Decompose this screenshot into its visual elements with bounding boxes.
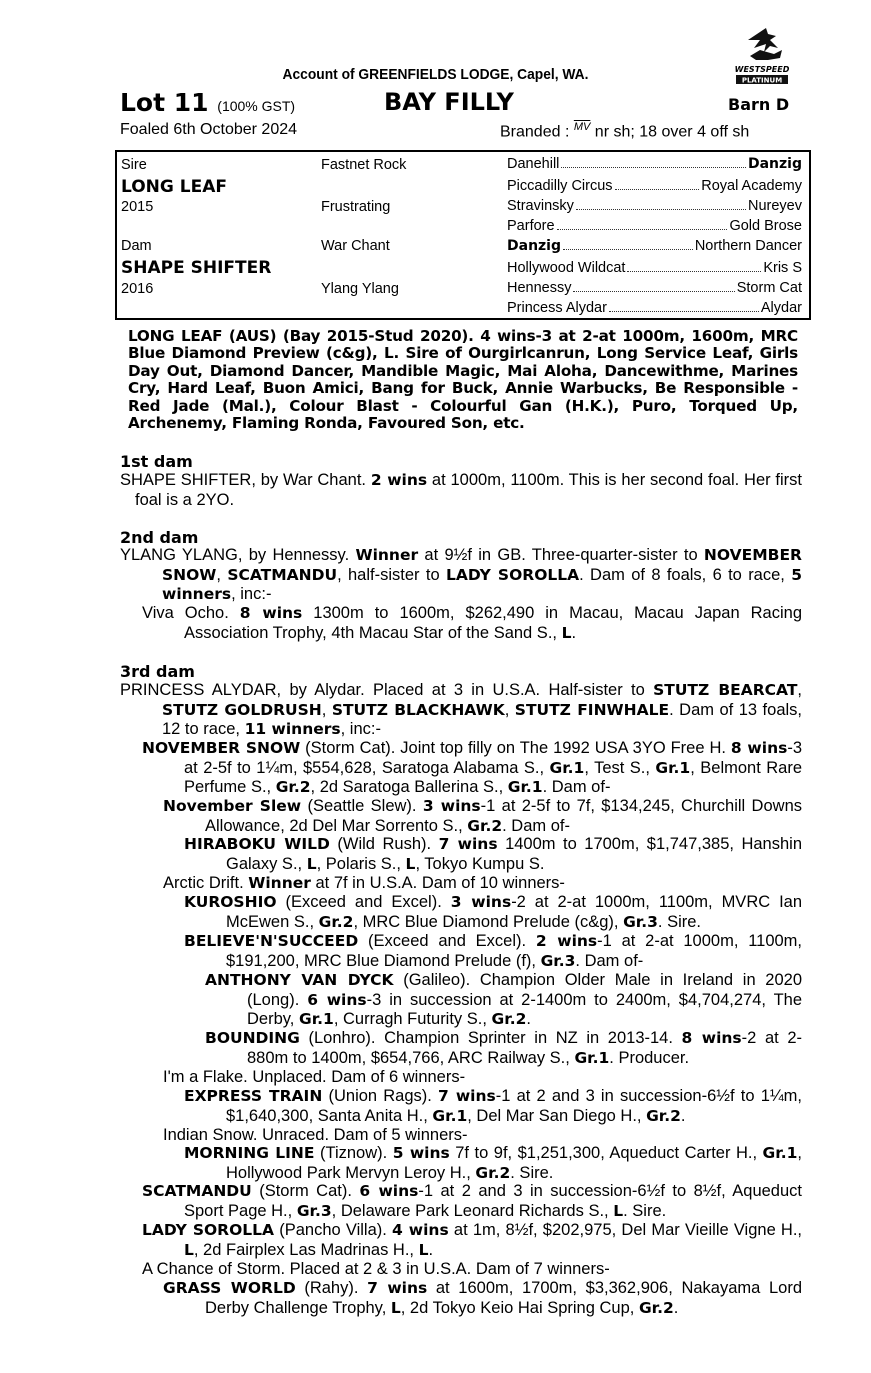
foaled-date: Foaled 6th October 2024 <box>120 121 298 138</box>
bold-run: Gr.1 <box>298 1010 334 1029</box>
grandparent-name: Stravinsky <box>507 198 574 214</box>
dam-label: Dam <box>121 238 152 254</box>
bold-run: Gr.2 <box>275 778 311 797</box>
great-grandsire-name: Nureyev <box>748 198 802 214</box>
grandparent-name: Parfore <box>507 218 555 234</box>
grandparent-row <box>507 156 802 172</box>
bold-run: L <box>306 854 317 873</box>
grandparent-row <box>507 198 802 214</box>
leader-dots <box>561 156 746 168</box>
bold-run: 7 wins <box>438 835 498 853</box>
bold-run: 5 winners <box>162 565 802 604</box>
bold-run: NOVEMBER SNOW <box>142 739 301 757</box>
branded-info <box>500 121 749 141</box>
express-train-para: EXPRESS TRAIN (Union Rags). 7 wins-1 at 2 and 3 in succession-6½f to 1¼m, $1,640,300, Santa Anita H., Gr.1, Del Mar San Diego H., Gr.2. <box>184 1087 802 1125</box>
brand-mark: MV <box>573 121 591 133</box>
bold-run: Gr.2 <box>318 912 354 931</box>
dam-year: 2016 <box>121 281 154 297</box>
bold-run: Gr.2 <box>475 1163 511 1182</box>
leader-dots <box>627 260 761 272</box>
grandparent-name: Princess Alydar <box>507 300 607 316</box>
branded-prefix: Branded : <box>500 123 570 141</box>
grandparent-row <box>507 280 802 296</box>
sire-year: 2015 <box>121 199 154 215</box>
bold-run: L <box>561 623 572 642</box>
bold-run: Winner <box>355 546 419 564</box>
dam-name: SHAPE SHIFTER <box>121 258 272 278</box>
gst-note: (100% GST) <box>217 98 296 114</box>
bold-run: November Slew <box>163 797 302 815</box>
leader-dots <box>609 300 759 312</box>
leader-dots <box>557 218 728 230</box>
bold-run: MORNING LINE <box>184 1144 315 1162</box>
bold-run: 3 wins <box>450 893 512 911</box>
westspeed-platinum-logo <box>730 26 794 90</box>
bold-run: L <box>613 1201 624 1220</box>
bold-run: Gr.1 <box>507 778 543 797</box>
bold-run: LADY SOROLLA <box>445 565 580 584</box>
kuroshio-para: KUROSHIO (Exceed and Excel). 3 wins-2 at 2-at 1000m, 1100m, MVRC Ian McEwen S., Gr.2, MRC Blue Diamond Prelude (c&g), Gr.3. Sire. <box>184 893 803 931</box>
scatmandu-para: SCATMANDU (Storm Cat). 6 wins-1 at 2 and 3 in succession-6½f to 8½f, Aqueduct Sport Page H., Gr.3, Delaware Park Leonard Richards S., L. Sire. <box>142 1182 802 1220</box>
lot-number <box>120 88 295 117</box>
bold-run: STUTZ FINWHALE <box>514 700 670 719</box>
a-chance-of-storm-para: A Chance of Storm. Placed at 2 & 3 in U.S.A. Dam of 7 winners- <box>142 1260 610 1278</box>
great-grandsire-name: Northern Dancer <box>694 238 802 254</box>
great-grandsire-name: Alydar <box>760 300 802 316</box>
account-line: Account of GREENFIELDS LODGE, Capel, WA. <box>282 66 589 83</box>
section-3rd-dam: 3rd dam <box>120 662 195 681</box>
bold-run: Gr.3 <box>296 1201 332 1220</box>
grandparent-row <box>507 178 802 194</box>
november-slew-para: November Slew (Seattle Slew). 3 wins-1 at 2-5f to 7f, $134,245, Churchill Downs Allowance, 2d Del Mar Sorrento S., Gr.2. Dam of- <box>163 797 802 835</box>
logo-sub: PLATINUM <box>741 76 783 85</box>
bold-run: Gr.2 <box>638 1298 674 1317</box>
sire-label: Sire <box>121 157 147 173</box>
great-grandsire-name: Storm Cat <box>736 280 802 296</box>
grass-world-para: GRASS WORLD (Rahy). 7 wins at 1600m, 1700m, $3,362,906, Nakayama Lord Derby Challenge Trophy, L, 2d Tokyo Keio Hai Spring Cup, Gr.2. <box>163 1279 802 1317</box>
bold-run: 7 wins <box>438 1087 496 1105</box>
november-snow-para: NOVEMBER SNOW (Storm Cat). Joint top filly on The 1992 USA 3YO Free H. 8 wins-3 at 2-5f to 1¼m, $554,628, Saratoga Alabama S., Gr.1, Test S., Gr.1, Belmont Rare Perfume S., Gr.2, 2d Saratoga Ballerina S., Gr.1. Dam of- <box>142 739 803 797</box>
bold-run: KUROSHIO <box>184 893 277 911</box>
morning-line-para: MORNING LINE (Tiznow). 5 wins 7f to 9f, $1,251,300, Aqueduct Carter H., Gr.1, Hollywood Park Mervyn Leroy H., Gr.2. Sire. <box>184 1144 802 1182</box>
bold-run: Gr.3 <box>623 912 658 931</box>
bold-run: 7 wins <box>367 1279 428 1297</box>
great-grandsire-name: Gold Brose <box>729 218 802 234</box>
bold-run: LADY SOROLLA <box>142 1221 275 1239</box>
bold-run: BELIEVE'N'SUCCEED <box>184 932 359 950</box>
bold-run: Gr.2 <box>491 1010 527 1029</box>
bold-run: L <box>405 854 416 873</box>
bold-run: Winner <box>248 874 311 892</box>
bold-run: 8 wins <box>239 604 303 622</box>
sire-name: LONG LEAF <box>121 177 227 197</box>
bold-run: 11 winners <box>244 720 341 739</box>
leader-dots <box>576 198 746 210</box>
section-1st-dam: 1st dam <box>120 452 193 471</box>
bold-run: 3 wins <box>422 797 481 815</box>
second-dam-para: YLANG YLANG, by Hennessy. Winner at 9½f in GB. Three-quarter-sister to NOVEMBER SNOW, SCATMANDU, half-sister to LADY SOROLLA. Dam of 8 foals, 6 to race, 5 winners, inc:- <box>120 546 802 604</box>
bold-run: 8 wins <box>681 1029 742 1047</box>
great-grandsire-name: Kris S <box>763 260 802 276</box>
anthony-van-dyck-para: ANTHONY VAN DYCK (Galileo). Champion Older Male in Ireland in 2020 (Long). 6 wins-3 in succession at 2-1400m to 2400m, $4,704,274, The Derby, Gr.1, Curragh Futurity S., Gr.2. <box>205 971 802 1029</box>
lot-label: Lot 11 <box>120 88 209 117</box>
bold-run: Gr.1 <box>762 1144 798 1162</box>
sire-dam: Frustrating <box>321 199 391 215</box>
leader-dots <box>573 280 734 292</box>
dam-dam: Ylang Ylang <box>321 281 399 297</box>
grandparent-row <box>507 300 802 316</box>
bold-run: BOUNDING <box>205 1029 300 1047</box>
bold-run: 5 wins <box>392 1144 450 1162</box>
sire-summary: LONG LEAF (AUS) (Bay 2015-Stud 2020). 4 wins-3 at 2-at 1000m, 1600m, MRC Blue Diamond Preview (c&g), L. Sire of Ourgirlcanrun, Long Service Leaf, Girls Day Out, Diamond Dancer, Mandible Magic, Mai Aloha, Dancewithme, Marines Cry, Hard Leaf, Buon Amici, Bang for Buck, Annie Warbucks, Be Responsible - Red Jade (Mal.), Colour Blast - Colourful Gan (H.K.), Puro, Torqued Up, Archenemy, Flaming Ronda, Favoured Son, etc. <box>128 327 798 433</box>
grandparent-row <box>507 260 802 276</box>
grandparent-name: Danzig <box>507 238 562 254</box>
barn-label: Barn D <box>728 95 790 114</box>
logo-text: WESTSPEED <box>734 65 790 74</box>
believe-n-succeed-para: BELIEVE'N'SUCCEED (Exceed and Excel). 2 wins-1 at 2-at 1000m, 1100m, $191,200, MRC Blue Diamond Prelude (f), Gr.3. Dam of- <box>184 932 803 970</box>
grandparent-name: Piccadilly Circus <box>507 178 613 194</box>
bold-run: Gr.1 <box>574 1048 610 1067</box>
grandparent-name: Danehill <box>507 156 560 172</box>
bounding-para: BOUNDING (Lonhro). Champion Sprinter in NZ in 2013-14. 8 wins-2 at 2- 880m to 1400m, $654,766, ARC Railway S., Gr.1. Producer. <box>205 1029 802 1067</box>
bold-run: 8 wins <box>730 739 788 757</box>
bold-run: Gr.3 <box>540 951 576 970</box>
arctic-drift-para: Arctic Drift. Winner at 7f in U.S.A. Dam of 10 winners- <box>163 874 565 892</box>
sex-colour: BAY FILLY <box>384 88 514 116</box>
hiraboku-wild-para: HIRABOKU WILD (Wild Rush). 7 wins 1400m to 1700m, $1,747,385, Hanshin Galaxy S., L, Polaris S., L, Tokyo Kumpu S. <box>184 835 803 873</box>
leader-dots <box>563 238 693 250</box>
great-grandsire-name: Danzig <box>747 156 802 172</box>
bold-run: STUTZ BEARCAT <box>653 681 798 699</box>
bold-run: Gr.1 <box>655 758 691 777</box>
bold-run: SCATMANDU <box>142 1182 252 1200</box>
great-grandsire-name: Royal Academy <box>701 178 802 194</box>
bold-run: Gr.2 <box>467 816 503 835</box>
bold-run: L <box>390 1298 401 1317</box>
bold-run: ANTHONY VAN DYCK <box>205 971 394 989</box>
bold-run: 6 wins <box>359 1182 419 1200</box>
bold-run: STUTZ GOLDRUSH <box>162 700 322 719</box>
bold-run: HIRABOKU WILD <box>184 835 330 853</box>
bold-run: 2 wins <box>370 471 428 489</box>
bold-run: Gr.1 <box>549 758 585 777</box>
viva-ocho-para: Viva Ocho. 8 wins 1300m to 1600m, $262,490 in Macau, Macau Japan Racing Association Trophy, 4th Macau Star of the Sand S., L. <box>142 604 802 642</box>
bold-run: 2 wins <box>535 932 598 950</box>
bold-run: EXPRESS TRAIN <box>184 1087 323 1105</box>
first-dam-para: SHAPE SHIFTER, by War Chant. 2 wins at 1000m, 1100m. This is her second foal. Her first foal is a 2YO. <box>120 471 802 509</box>
bold-run: 4 wins <box>392 1221 449 1239</box>
bold-run: Gr.1 <box>432 1106 468 1125</box>
bold-run: L <box>184 1240 194 1259</box>
dam-sire: War Chant <box>321 238 390 254</box>
bold-run: STUTZ BLACKHAWK <box>331 700 505 719</box>
grandparent-name: Hennessy <box>507 280 572 296</box>
bold-run: NOVEMBER SNOW <box>162 546 802 584</box>
grandparent-row <box>507 238 802 254</box>
pedigree-table <box>115 150 811 320</box>
bold-run: Gr.2 <box>646 1106 681 1125</box>
indian-snow-para: Indian Snow. Unraced. Dam of 5 winners- <box>163 1126 468 1144</box>
bold-run: GRASS WORLD <box>163 1279 296 1297</box>
grandparent-name: Hollywood Wildcat <box>507 260 626 276</box>
bold-run: SCATMANDU <box>227 565 338 584</box>
bold-run: 6 wins <box>307 990 367 1009</box>
section-2nd-dam: 2nd dam <box>120 528 199 547</box>
im-a-flake-para: I'm a Flake. Unplaced. Dam of 6 winners- <box>163 1068 466 1086</box>
grandparent-row <box>507 218 802 234</box>
leader-dots <box>615 178 700 190</box>
lady-sorolla-para: LADY SOROLLA (Pancho Villa). 4 wins at 1m, 8½f, $202,975, Del Mar Vieille Vigne H., L, 2d Fairplex Las Madrinas H., L. <box>142 1221 803 1259</box>
third-dam-para: PRINCESS ALYDAR, by Alydar. Placed at 3 in U.S.A. Half-sister to STUTZ BEARCAT, STUTZ GOLDRUSH, STUTZ BLACKHAWK, STUTZ FINWHALE. Dam of 13 foals, 12 to race, 11 winners, inc:- <box>120 681 802 739</box>
branded-suffix: nr sh; 18 over 4 off sh <box>594 123 750 141</box>
bold-run: L <box>418 1240 429 1259</box>
sire-sire: Fastnet Rock <box>321 157 407 173</box>
